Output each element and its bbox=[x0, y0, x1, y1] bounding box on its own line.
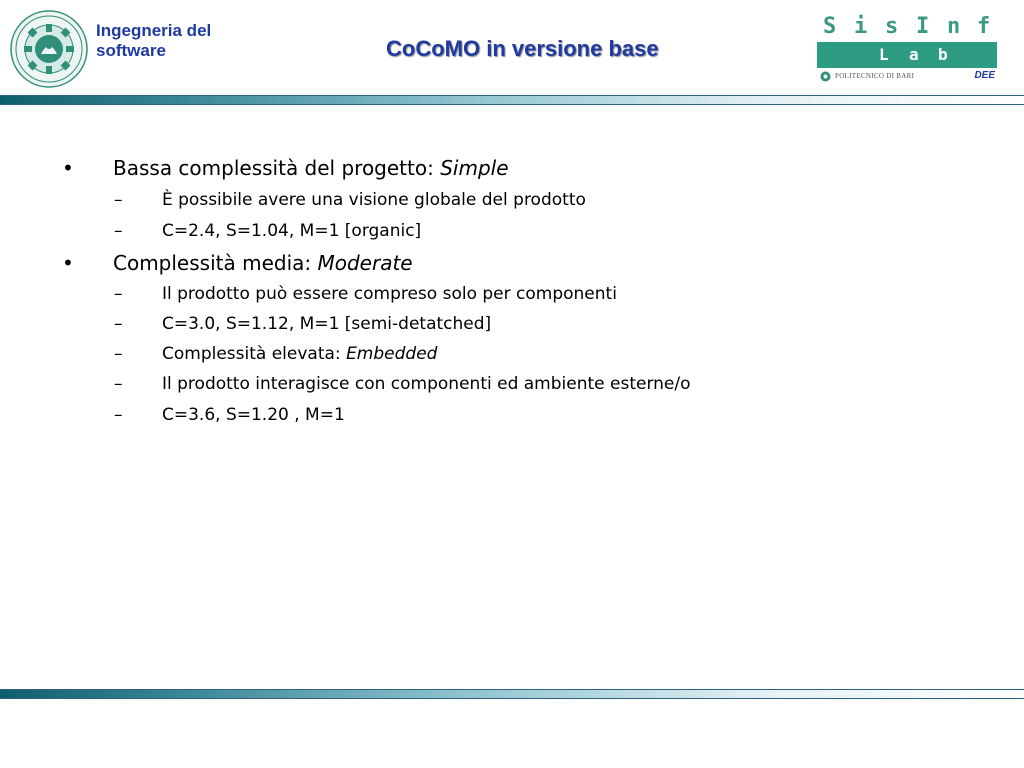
logo-lab-bar bbox=[817, 42, 997, 68]
sub-bullet-text: Il prodotto può essere compreso solo per componenti bbox=[162, 284, 617, 304]
course-name-line1: Ingegneria del bbox=[96, 21, 212, 40]
slide-title: CoCoMO in versione base bbox=[386, 36, 659, 61]
logo-institution-row bbox=[817, 70, 999, 84]
sub-bullet-text bbox=[162, 344, 437, 364]
bullet-label: Complessità media: bbox=[113, 251, 318, 275]
bullet-emphasis: Simple bbox=[440, 156, 509, 180]
sub-bullet-text: C=2.4, S=1.04, M=1 [organic] bbox=[162, 221, 422, 241]
sub-bullet-text: Il prodotto interagisce con componenti ed ambiente esterne/o bbox=[162, 374, 691, 394]
logo-letter: i bbox=[854, 14, 868, 39]
sub-bullet-text: C=3.6, S=1.20 , M=1 bbox=[162, 405, 345, 425]
logo-letter: a bbox=[909, 45, 919, 64]
bullet-marker: • bbox=[62, 156, 74, 180]
sub-bullet-marker: – bbox=[114, 314, 123, 334]
logo-letter: b bbox=[938, 45, 948, 64]
sub-bullet-emphasis: Embedded bbox=[346, 344, 438, 364]
sub-bullet-label: Complessità elevata: bbox=[162, 344, 347, 364]
logo-letter: S bbox=[823, 14, 837, 39]
politecnico-gear-icon bbox=[820, 71, 831, 82]
header-divider bbox=[0, 95, 1024, 105]
sub-bullet-marker: – bbox=[114, 405, 123, 425]
sub-bullet-text: È possibile avere una visione globale del prodotto bbox=[162, 190, 586, 210]
sub-bullet-marker: – bbox=[114, 284, 123, 304]
bullet-label: Bassa complessità del progetto: bbox=[113, 156, 441, 180]
logo-wordmark-top bbox=[817, 14, 999, 40]
logo-letter: L bbox=[879, 45, 889, 64]
sub-bullet-text: C=3.0, S=1.12, M=1 [semi-detatched] bbox=[162, 314, 492, 334]
logo-letter: s bbox=[885, 14, 899, 39]
bullet-text bbox=[113, 156, 509, 180]
university-seal-icon bbox=[10, 10, 88, 88]
course-name-line2: software bbox=[96, 41, 166, 60]
sub-bullet-marker: – bbox=[114, 221, 123, 241]
footer-divider bbox=[0, 689, 1024, 699]
bullet-text bbox=[113, 251, 413, 275]
slide-header bbox=[0, 0, 1024, 96]
course-name bbox=[96, 21, 211, 61]
logo-letter: f bbox=[977, 14, 991, 39]
institution-name: POLITECNICO DI BARI bbox=[835, 72, 915, 80]
logo-letter: n bbox=[947, 14, 961, 39]
sub-bullet-marker: – bbox=[114, 190, 123, 210]
sub-bullet-marker: – bbox=[114, 374, 123, 394]
bullet-marker: • bbox=[62, 251, 74, 275]
bullet-emphasis: Moderate bbox=[317, 251, 413, 275]
logo-letter: I bbox=[916, 14, 930, 39]
department-logo: DEE bbox=[974, 70, 995, 81]
sub-bullet-marker: – bbox=[114, 344, 123, 364]
sisinf-lab-logo bbox=[817, 14, 999, 84]
